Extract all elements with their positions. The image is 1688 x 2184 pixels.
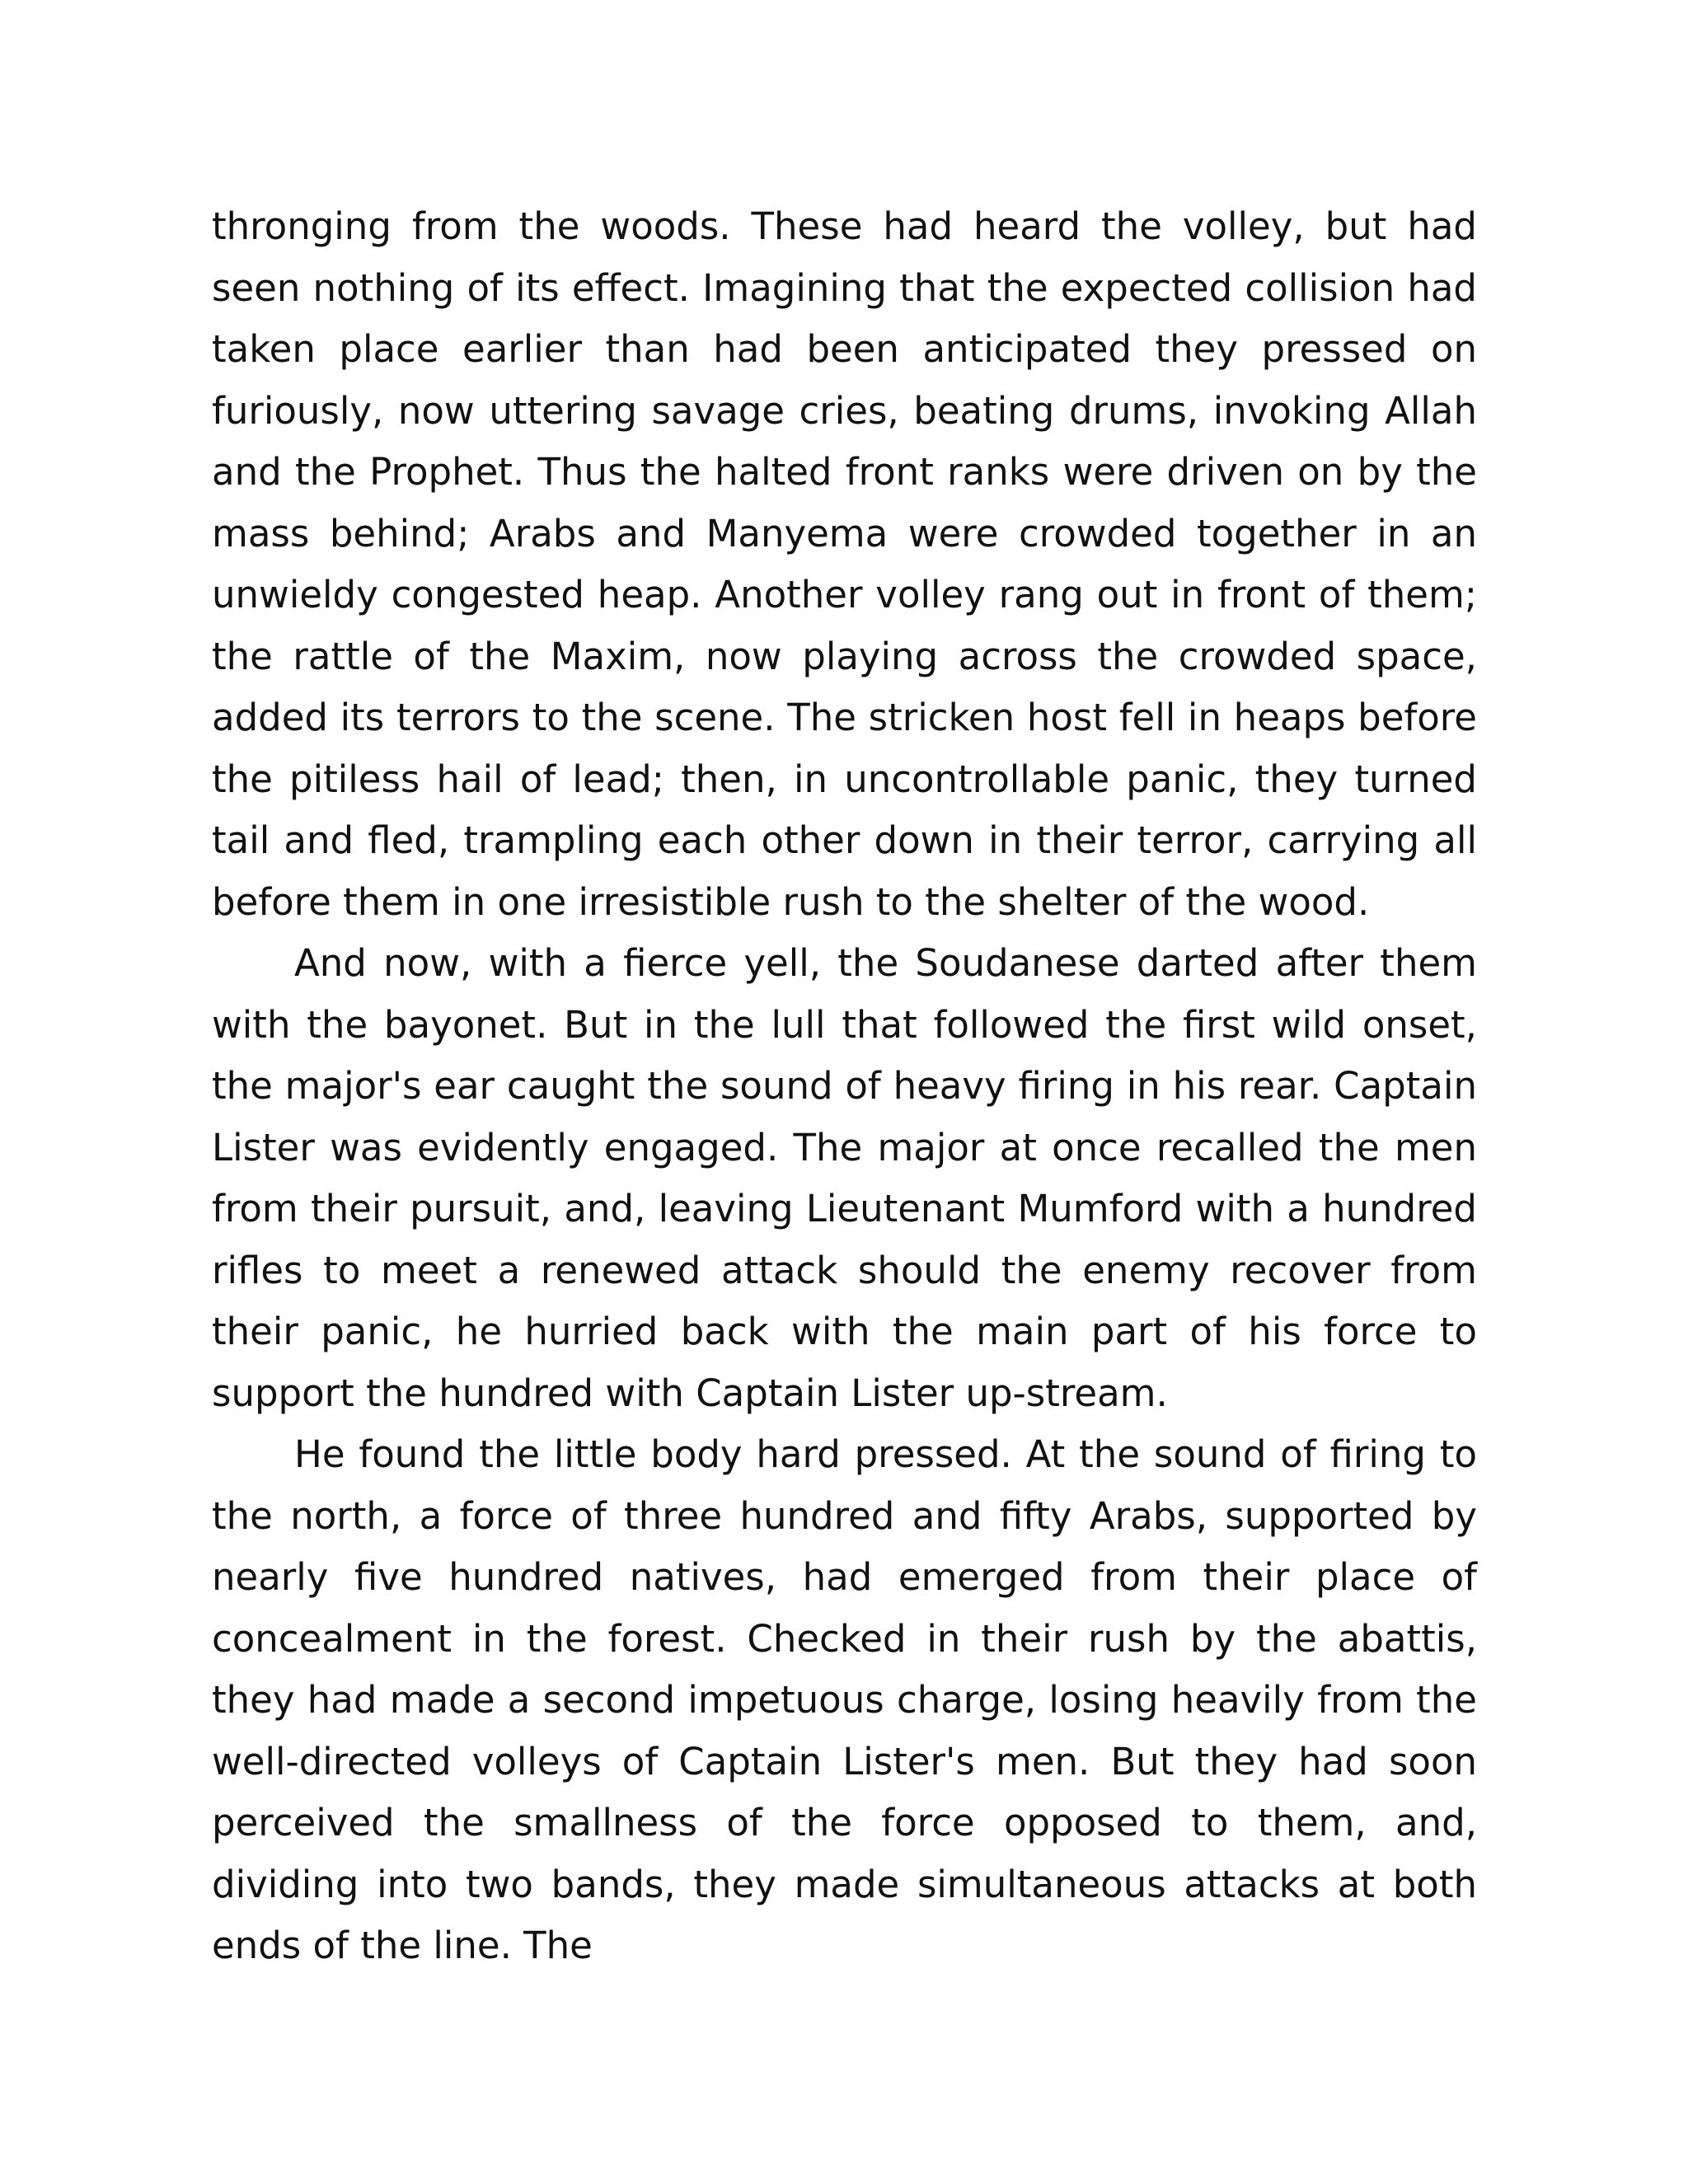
paragraph-soudanese-charge: And now, with a fierce yell, the Soudanese darted after them with the bayonet. But in the lull that followed the first wild onset, the major's ear caught the sound of heavy firing in his rear. Captain Lister was evidently engaged. The major at once recalled the men from their pursuit, and, leaving Lieutenant Mumford with a hundred rifles to meet a renewed attack should the enemy recover from their panic, he hurried back with the main part of his force to support the hundred with Captain Lister up-stream. <box>212 941 1477 1415</box>
body-text <box>212 196 1477 1977</box>
paragraph-continued: thronging from the woods. These had heard the volley, but had seen nothing of its effect. Imagining that the expected collision had taken place earlier than had been anticipated they pressed on furiously, now uttering savage cries, beating drums, invoking Allah and the Prophet. Thus the halted front ranks were driven on by the mass behind; Arabs and Manyema were crowded together in an unwieldy congested heap. Another volley rang out in front of them; the rattle of the Maxim, now playing across the crowded space, added its terrors to the scene. The stricken host fell in heaps before the pitiless hail of lead; then, in uncontrollable panic, they turned tail and fled, trampling each other down in their terror, carrying all before them in one irresistible rush to the shelter of the wood. <box>212 204 1477 924</box>
paragraph-lister-pressed: He found the little body hard pressed. At the sound of firing to the north, a force of three hundred and fifty Arabs, supported by nearly five hundred natives, had emerged from their place of concealment in the forest. Checked in their rush by the abattis, they had made a second impetuous charge, losing heavily from the well-directed volleys of Captain Lister's men. But they had soon perceived the smallness of the force opposed to them, and, dividing into two bands, they made simultaneous attacks at both ends of the line. The <box>212 1432 1477 1967</box>
